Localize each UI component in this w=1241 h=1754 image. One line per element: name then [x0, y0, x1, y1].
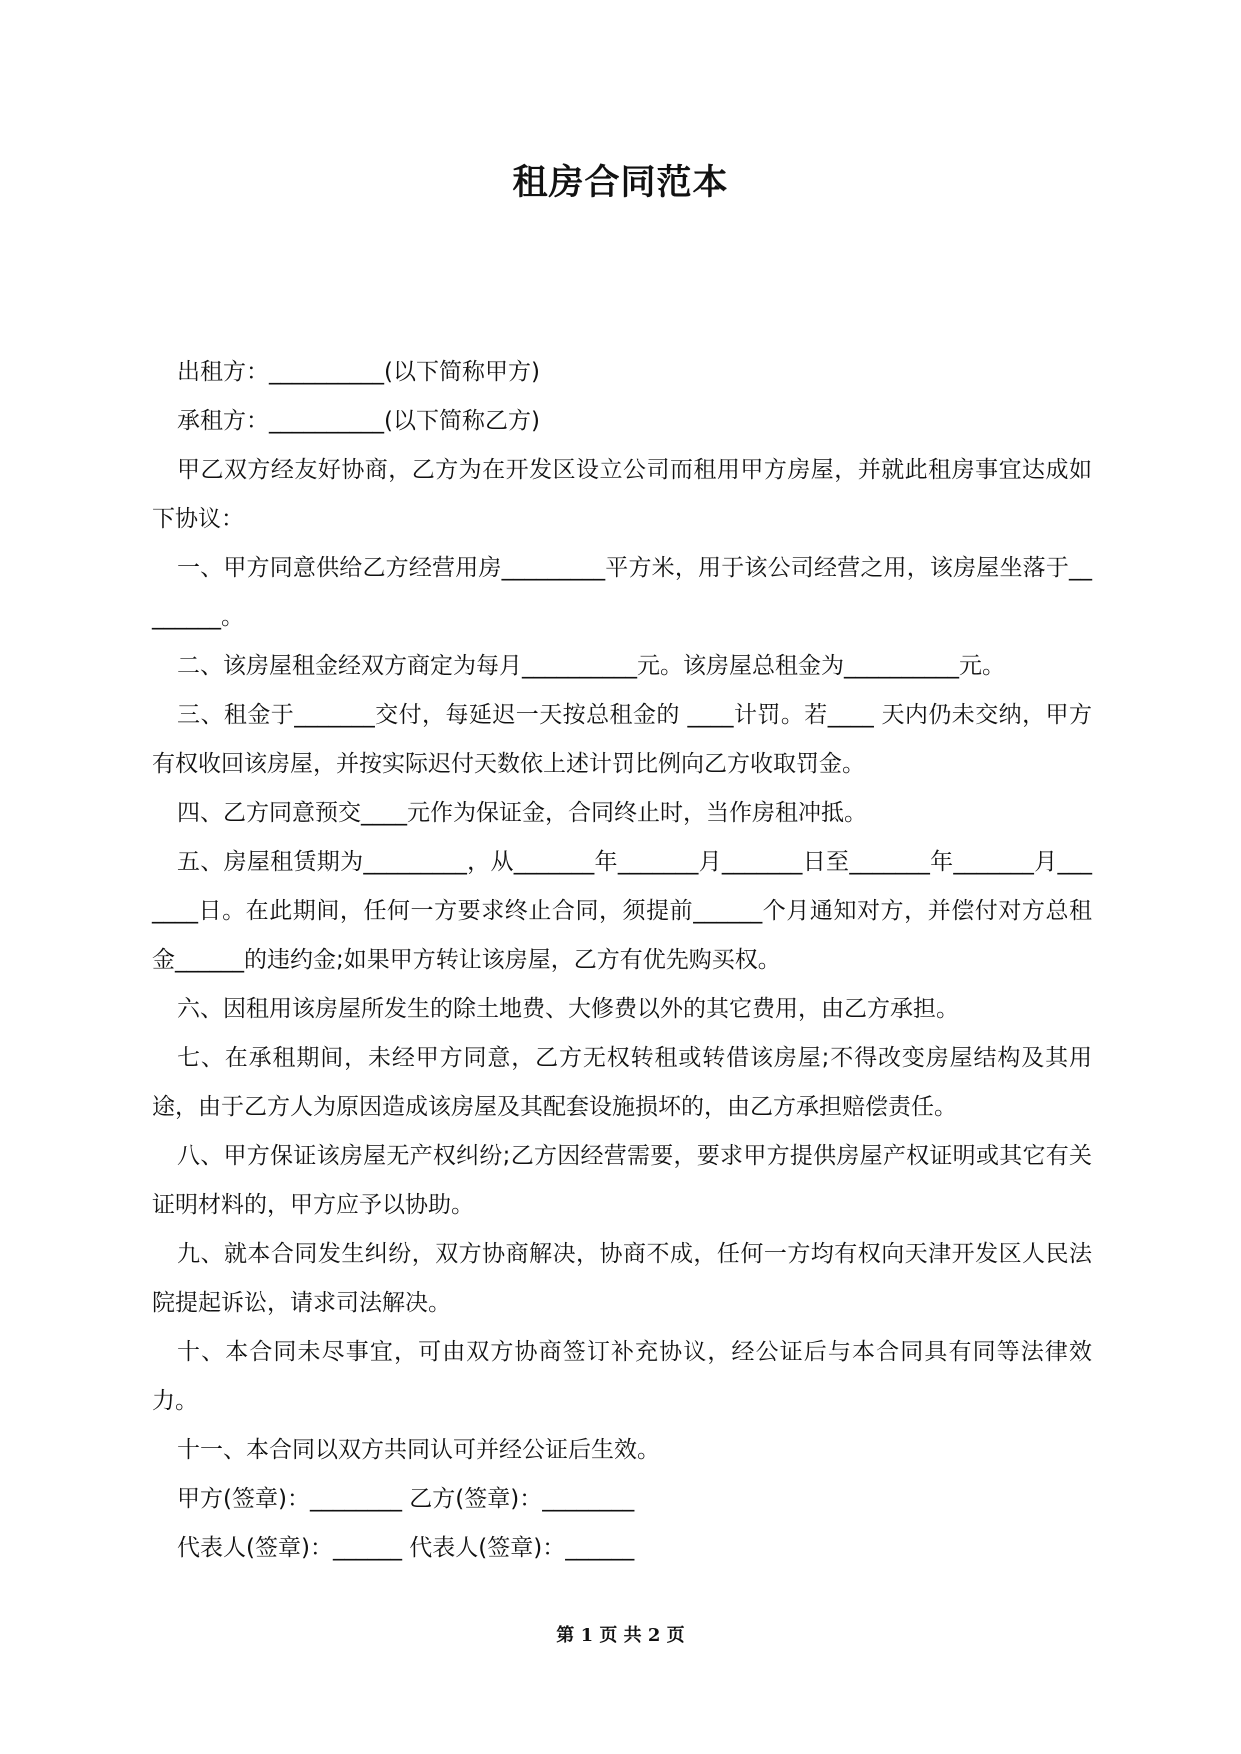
- clause-8: 八、甲方保证该房屋无产权纠纷;乙方因经营需要，要求甲方提供房屋产权证明或其它有关证明材料的，甲方应予以协助。: [152, 1143, 1092, 1218]
- clause-5: 五、房屋租赁期为_________，从_______年_______月_______日至_______年_______月_______日。在此期间，任何一方要求终止合同，须提前______个月通知对方，并偿付对方总租金______的违约金;如果甲方转让该房屋，乙方有优先购买权。: [152, 849, 1092, 973]
- lessor-line: 出租方：__________(以下简称甲方): [177, 359, 540, 385]
- clause-2: 二、该房屋租金经双方商定为每月__________元。该房屋总租金为__________元。: [177, 653, 1005, 679]
- clause-10: 十、本合同未尽事宜，可由双方协商签订补充协议，经公证后与本合同具有同等法律效力。: [152, 1339, 1092, 1414]
- representative-signature-line: 代表人(签章)：______ 代表人(签章)：______: [177, 1535, 635, 1561]
- party-signature-line: 甲方(签章)：________ 乙方(签章)：________: [177, 1486, 635, 1512]
- lessee-line: 承租方：__________(以下简称乙方): [177, 408, 540, 434]
- clause-4: 四、乙方同意预交____元作为保证金，合同终止时，当作房租冲抵。: [177, 800, 867, 826]
- page-number-footer: 第 1 页 共 2 页: [556, 1625, 685, 1646]
- clause-7: 七、在承租期间，未经甲方同意，乙方无权转租或转借该房屋;不得改变房屋结构及其用途，由于乙方人为原因造成该房屋及其配套设施损坏的，由乙方承担赔偿责任。: [152, 1045, 1092, 1120]
- clause-11: 十一、本合同以双方共同认可并经公证后生效。: [177, 1437, 660, 1463]
- clause-9: 九、就本合同发生纠纷，双方协商解决，协商不成，任何一方均有权向天津开发区人民法院提起诉讼，请求司法解决。: [152, 1241, 1092, 1316]
- preamble-paragraph: 甲乙双方经友好协商，乙方为在开发区设立公司而租用甲方房屋，并就此租房事宜达成如下协议：: [152, 457, 1092, 532]
- clause-6: 六、因租用该房屋所发生的除土地费、大修费以外的其它费用，由乙方承担。: [177, 996, 959, 1022]
- document-title: 租房合同范本: [512, 163, 729, 203]
- contract-body: [152, 348, 1092, 1573]
- clause-1: 一、甲方同意供给乙方经营用房_________平方米，用于该公司经营之用，该房屋坐落于________。: [152, 555, 1092, 630]
- clause-3: 三、租金于_______交付，每延迟一天按总租金的 ____计罚。若____ 天内仍未交纳，甲方有权收回该房屋，并按实际迟付天数依上述计罚比例向乙方收取罚金。: [152, 702, 1092, 777]
